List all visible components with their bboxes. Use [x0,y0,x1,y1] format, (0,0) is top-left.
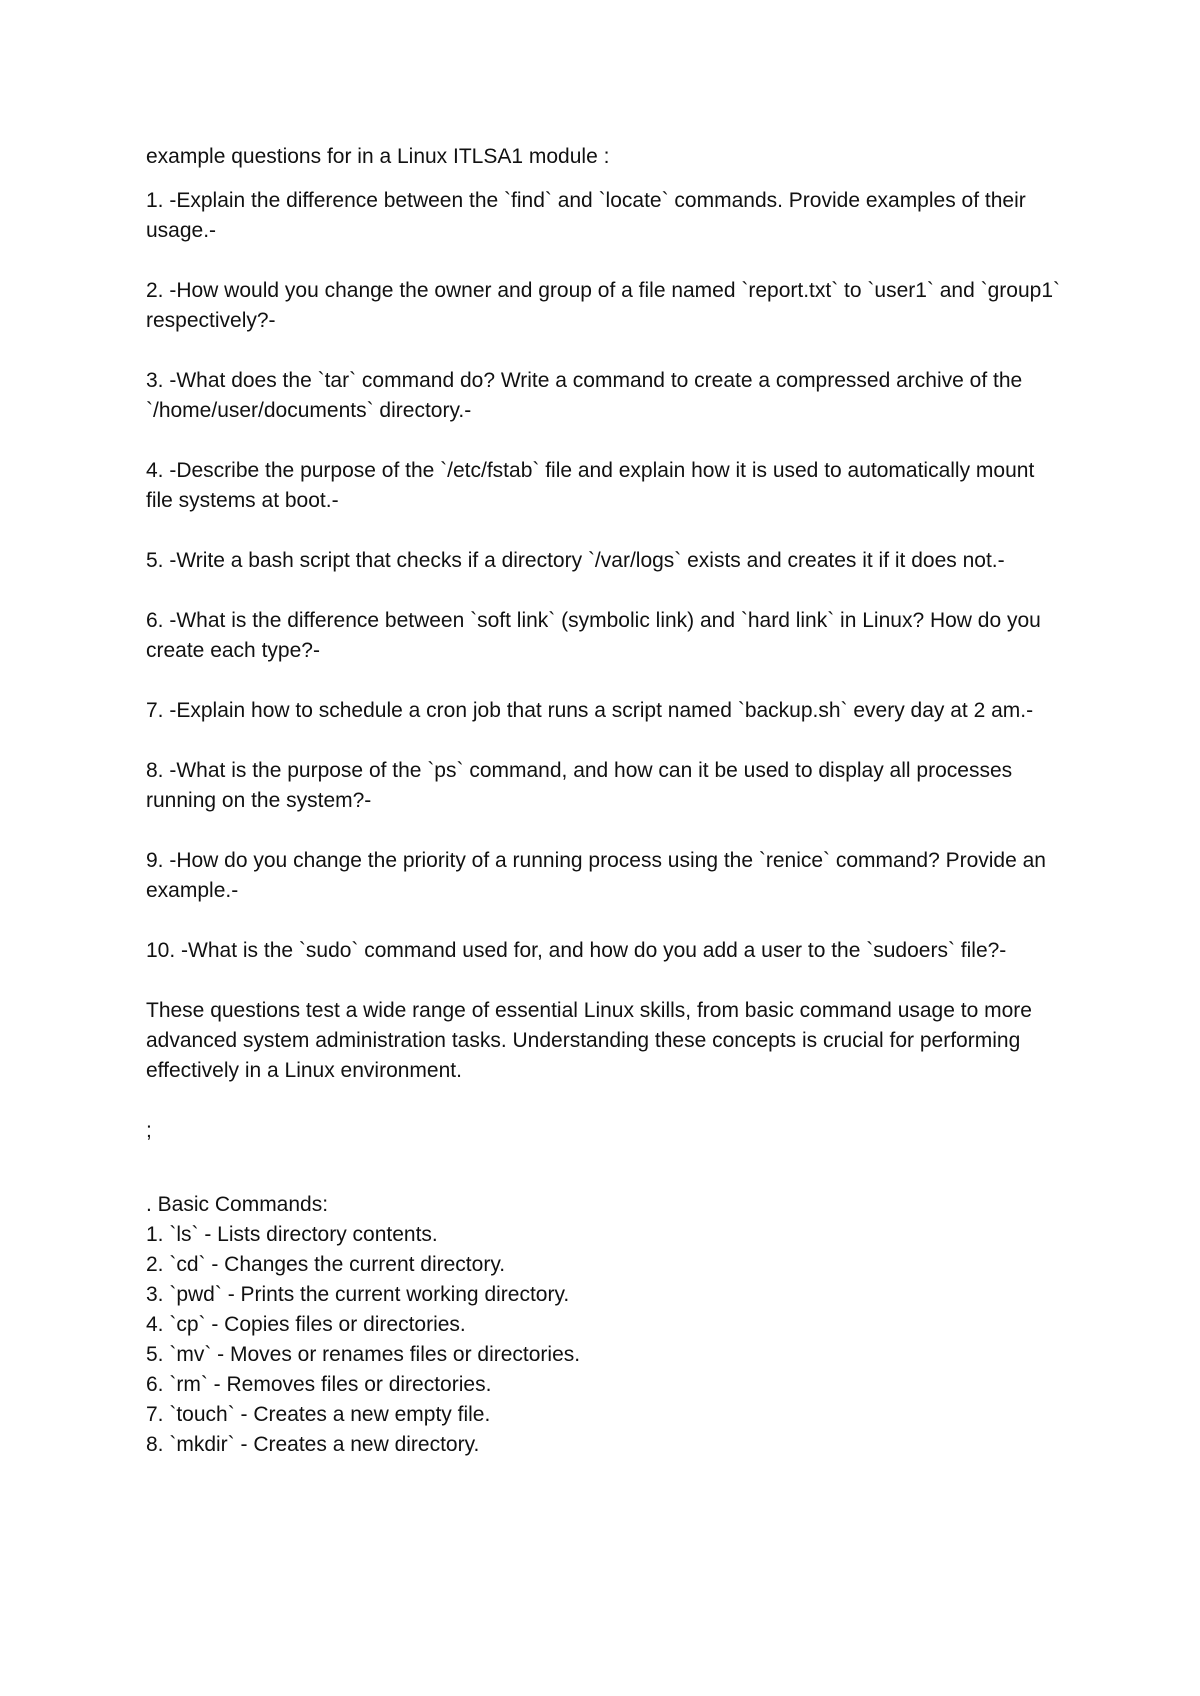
question-item: 9. -How do you change the priority of a running process using the `renice` command? Provide an example.- [146,849,1052,902]
question-item: 5. -Write a bash script that checks if a directory `/var/logs` exists and creates it if it does not.- [146,549,1005,572]
command-item: 8. `mkdir` - Creates a new directory. [146,1433,480,1456]
command-item: 4. `cp` - Copies files or directories. [146,1313,466,1336]
question-item: 4. -Describe the purpose of the `/etc/fstab` file and explain how it is used to automatically mount file systems at boot.- [146,459,1041,512]
command-item: 6. `rm` - Removes files or directories. [146,1373,492,1396]
command-item: 3. `pwd` - Prints the current working directory. [146,1283,570,1306]
question-item: 3. -What does the `tar` command do? Write a command to create a compressed archive of the `/home/user/documents` directory.- [146,369,1029,422]
question-item: 6. -What is the difference between `soft link` (symbolic link) and `hard link` in Linux? How do you create each type?- [146,609,1047,662]
question-list [146,186,1066,966]
question-item: 7. -Explain how to schedule a cron job that runs a script named `backup.sh` every day at 2 am.- [146,699,1034,722]
intro-line: example questions for in a Linux ITLSA1 module : [146,145,610,168]
document-page [146,142,1066,1460]
question-item: 2. -How would you change the owner and group of a file named `report.txt` to `user1` and `group1` respectively?- [146,279,1066,332]
command-item: 1. `ls` - Lists directory contents. [146,1223,438,1246]
command-item: 5. `mv` - Moves or renames files or directories. [146,1343,581,1366]
command-item: 2. `cd` - Changes the current directory. [146,1253,506,1276]
basic-commands-list [146,1220,1066,1460]
question-item: 10. -What is the `sudo` command used for, and how do you add a user to the `sudoers` file?- [146,939,1007,962]
question-item: 1. -Explain the difference between the `find` and `locate` commands. Provide examples of their usage.- [146,189,1032,242]
command-item: 7. `touch` - Creates a new empty file. [146,1403,491,1426]
basic-commands-heading: . Basic Commands: [146,1193,329,1216]
question-item: 8. -What is the purpose of the `ps` command, and how can it be used to display all processes running on the system?- [146,759,1018,812]
separator-mark: ; [146,1119,152,1142]
summary-paragraph: These questions test a wide range of essential Linux skills, from basic command usage to more advanced system administration tasks. Understanding these concepts is crucial for performing effectively in a Linux environment. [146,999,1032,1082]
